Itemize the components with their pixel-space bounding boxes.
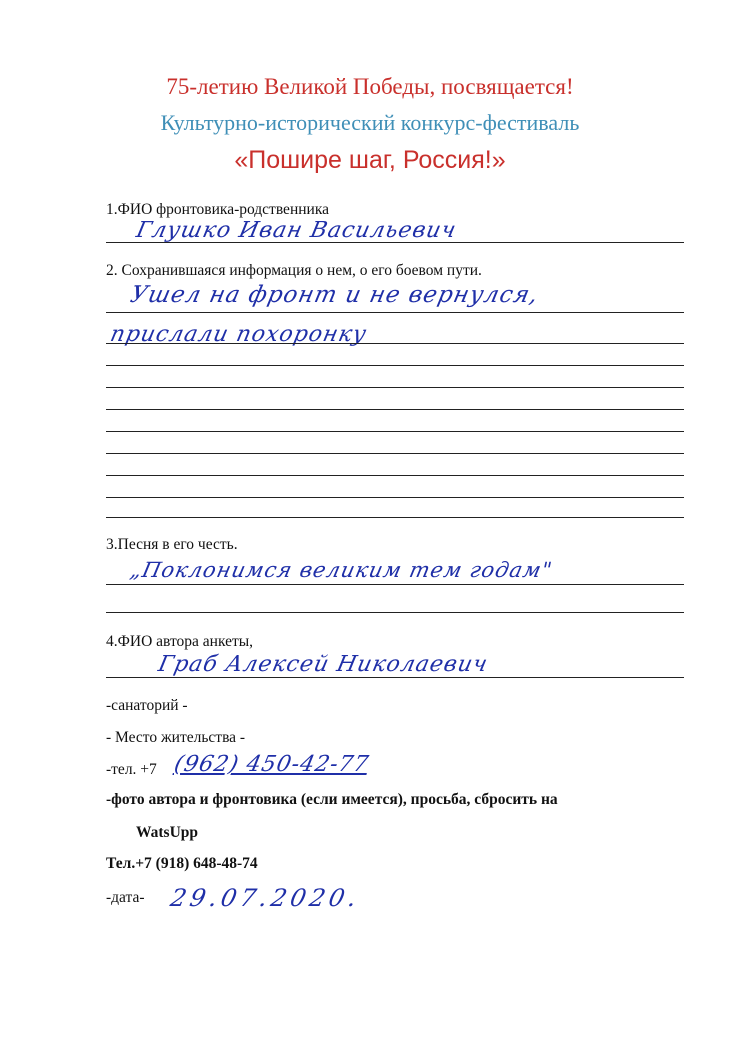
residence-label: - Место жительства - — [106, 729, 246, 746]
q3-answer-line-2 — [106, 612, 684, 613]
messenger-name: WatsUpp — [136, 824, 199, 841]
q2-label: 2. Сохранившаяся информация о нем, о его боевом пути. — [106, 262, 482, 279]
date-handwritten-answer: 29.07.2020. — [168, 884, 363, 912]
header-contest: Культурно-исторический конкурс-фестиваль — [160, 110, 580, 135]
q3-handwritten-answer: „Поклонимся великим тем годам" — [128, 558, 555, 582]
q2-answer-line-6 — [106, 431, 684, 432]
contact-phone: Тел.+7 (918) 648-48-74 — [106, 855, 258, 872]
sanatorium-label: -санаторий - — [106, 697, 188, 714]
q3-answer-line-1 — [106, 584, 684, 585]
q2-handwritten-answer-line1: Ушел на фронт и не вернулся, — [128, 282, 541, 308]
q1-answer-line — [106, 242, 684, 243]
q4-label: 4.ФИО автора анкеты, — [106, 633, 254, 650]
header-anniversary: 75-летию Великой Победы, посвящается! — [166, 74, 574, 99]
photo-request-note: -фото автора и фронтовика (если имеется), просьба, сбросить на — [106, 791, 558, 808]
q2-answer-line-1 — [106, 312, 684, 313]
q2-answer-line-10 — [106, 517, 684, 518]
q1-handwritten-answer: Глушко Иван Васильевич — [134, 218, 459, 243]
q2-answer-line-7 — [106, 453, 684, 454]
q2-answer-line-4 — [106, 387, 684, 388]
phone-label: -тел. +7 — [106, 761, 157, 778]
header-festival-title: «Пошире шаг, Россия!» — [234, 146, 506, 174]
q2-answer-line-2 — [106, 343, 684, 344]
q4-answer-line — [106, 677, 684, 678]
q3-label: 3.Песня в его честь. — [106, 536, 238, 553]
q2-answer-line-5 — [106, 409, 684, 410]
q2-answer-line-3 — [106, 365, 684, 366]
q2-handwritten-answer-line2: прислали похоронку — [108, 322, 370, 347]
q1-label: 1.ФИО фронтовика-родственника — [106, 201, 330, 218]
phone-handwritten-answer: (962) 450-42-77 — [172, 752, 372, 777]
q2-answer-line-8 — [106, 475, 684, 476]
q2-answer-line-9 — [106, 497, 684, 498]
q4-handwritten-answer: Граб Алексей Николаевич — [156, 652, 491, 677]
date-label: -дата- — [106, 889, 145, 906]
